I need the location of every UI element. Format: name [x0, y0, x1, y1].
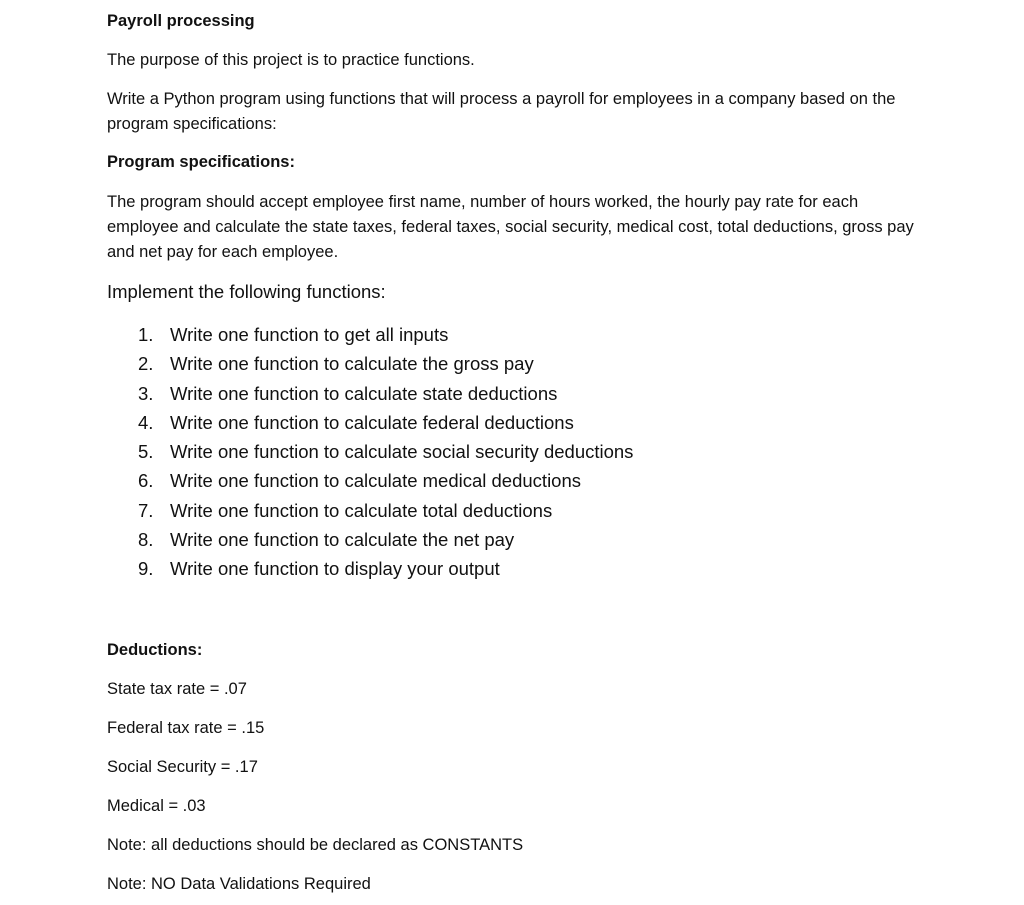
deductions-heading: Deductions:: [107, 641, 203, 659]
list-item: 7. Write one function to calculate total deductions: [138, 499, 553, 521]
intro-paragraph: Write a Python program using functions that will process a payroll for employees in a company based on the program specifications:: [107, 90, 896, 133]
note-constants: Note: all deductions should be declared as CONSTANTS: [107, 836, 524, 854]
medical-rate: Medical = .03: [107, 797, 206, 815]
list-item: 1. Write one function to get all inputs: [138, 324, 449, 345]
list-item: 2. Write one function to calculate the gross pay: [138, 353, 534, 375]
list-item: 5. Write one function to calculate social security deductions: [138, 441, 634, 463]
list-item: 4. Write one function to calculate federal deductions: [138, 411, 574, 433]
functions-list: [138, 320, 633, 584]
list-item: 8. Write one function to calculate the net pay: [138, 529, 515, 551]
purpose-text: The purpose of this project is to practice functions.: [107, 51, 475, 69]
federal-tax-rate: Federal tax rate = .15: [107, 719, 265, 737]
list-item: 6. Write one function to calculate medical deductions: [138, 470, 582, 492]
state-tax-rate: State tax rate = .07: [107, 680, 247, 698]
spec-heading: Program specifications:: [107, 153, 295, 171]
note-validation: Note: NO Data Validations Required: [107, 875, 371, 893]
list-item: 9. Write one function to display your output: [138, 558, 500, 580]
implement-heading: Implement the following functions:: [107, 281, 386, 302]
spec-paragraph: The program should accept employee first name, number of hours worked, the hourly pay rate for each employee and calculate the state taxes, federal taxes, social security, medical cost, total deductions, gross pay and net pay for each employee.: [107, 193, 914, 261]
document-title: Payroll processing: [107, 12, 255, 30]
social-security-rate: Social Security = .17: [107, 758, 258, 776]
list-item: 3. Write one function to calculate state deductions: [138, 382, 558, 404]
